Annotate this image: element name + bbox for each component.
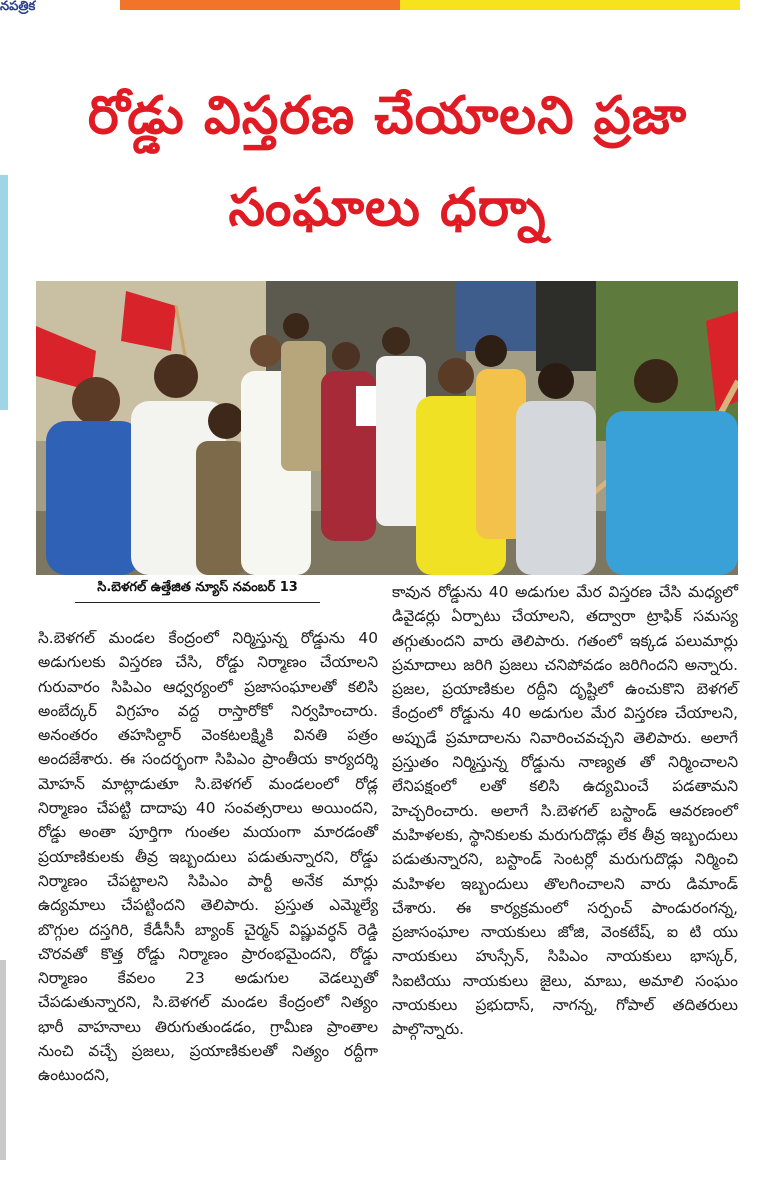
protest-photo-illustration [36, 281, 738, 575]
article-body-right-column: కావున రోడ్డును 40 అడుగుల మేర విస్తరణ చేసి మధ్యలో డివైడర్లు ఏర్పాటు చేయాలని, తద్వారా ట్రాఫిక్ సమస్య తగ్గుతుందని వారు తెలిపారు. గతంలో ఇక్కడ పలుమార్లు ప్రమాదాలు జరిగి ప్రజలు చనిపోవడం జరిగిందని అన్నారు. ప్రజల, ప్రయాణికుల రద్దీని దృష్టిలో ఉంచుకొని బెళగల్ కేంద్రంలో రోడ్డును 40 అడుగుల మేర విస్తరణ చేయాలని, అప్పుడే ప్రమాదాలను నివారించవచ్చని తెలిపారు. అలాగే ప్రస్తుతం నిర్మిస్తున్న రోడ్డును నాణ్యత తో నిర్మించాలని లేనిపక్షంలో లతో కలిసి ఉద్యమించే పడతామని హెచ్చరించారు. అలాగే సి.బెళగల్ బస్టాండ్ ఆవరణంలో మహిళలకు, స్థానికులకు మరుగుదొడ్లు లేక తీవ్ర ఇబ్బందులు పడుతున్నారని, బస్టాండ్ సెంటర్లో మరుగుదొడ్లు నిర్మించి మహిళల ఇబ్బందులు తొలగించాలని వారు డిమాండ్ చేశారు. ఈ కార్యక్రమంలో సర్పంచ్ పాండురంగన్న, ప్రజాసంఘాల నాయకులు జోజి, వెంకటేష్, ఐ టి యు నాయకులు హుస్సేన్, సిపిఎం నాయకులు భాస్కర్, సిఐటియు నాయకులు జైలు, మాబు, అమాలి సంఘం నాయకులు ప్రభుదాస్, నాగన్న, గోపాల్ తదితరులు పాల్గొన్నారు. [392, 583, 738, 1039]
masthead-bar-orange [120, 0, 400, 10]
masthead-bar-yellow [400, 0, 740, 10]
publication-logo: నపత్రిక [0, 0, 36, 14]
article-body-left-column: సి.బెళగల్ మండల కేంద్రంలో నిర్మిస్తున్న రోడ్డును 40 అడుగులకు విస్తరణ చేసి, రోడ్డు నిర్మాణం చేయాలని గురువారం సిపిఎం ఆధ్వర్యంలో ప్రజాసంఘాలతో కలిసి అంబేద్కర్ విగ్రహం వద్ద రాస్తారోకో నిర్వహించారు. అనంతరం తహసిల్దార్ వెంకటలక్ష్మికి వినతి పత్రం అందజేశారు. ఈ సందర్భంగా సిపిఎం ప్రాంతీయ కార్యదర్శి మోహన్ మాట్లాడుతూ సి.బెళగల్ మండలంలో రోడ్ల నిర్మాణం చేపట్టి దాదాపు 40 సంవత్సరాలు అయిందని, రోడ్డు అంతా పూర్తిగా గుంతల మయంగా మారడంతో ప్రయాణికులకు తీవ్ర ఇబ్బందులు పడుతున్నారని, రోడ్డు నిర్మాణం చేపట్టాలని సిపిఎం పార్టీ అనేక మార్లు ఉద్యమాలు చేపట్టిందని తెలిపారు. ప్రస్తుత ఎమ్మెల్యే బొగ్గుల దస్తగిరి, కేడీసీసీ బ్యాంక్ చైర్మన్ విష్ణువర్ధన్ రెడ్డి చొరవతో కొత్త రోడ్డు నిర్మాణం ప్రారంభమైందని, రోడ్డు నిర్మాణం కేవలం 23 అడుగుల వెడల్పుతో చేపడుతున్నారని, సి.బెళగల్ మండల కేంద్రంలో నిత్యం భారీ వాహనాలు తిరుగుతుండడం, గ్రామీణ ప్రాంతాల నుంచి వచ్చే ప్రజలు, ప్రయాణికులతో నిత్యం రద్దీగా ఉంటుందని, [38, 629, 378, 1085]
photo-caption: సి.బెళగల్ ఉత్తేజిత న్యూస్ నవంబర్ 13 [75, 580, 320, 603]
news-photo [36, 281, 738, 575]
adjacent-column-edge [0, 175, 8, 410]
article-headline: రోడ్డు విస్తరణ చేయాలని ప్రజా సంఘాలు ధర్నా [87, 86, 688, 238]
adjacent-column-edge-lower [0, 960, 6, 1160]
masthead-color-bar [120, 0, 740, 10]
